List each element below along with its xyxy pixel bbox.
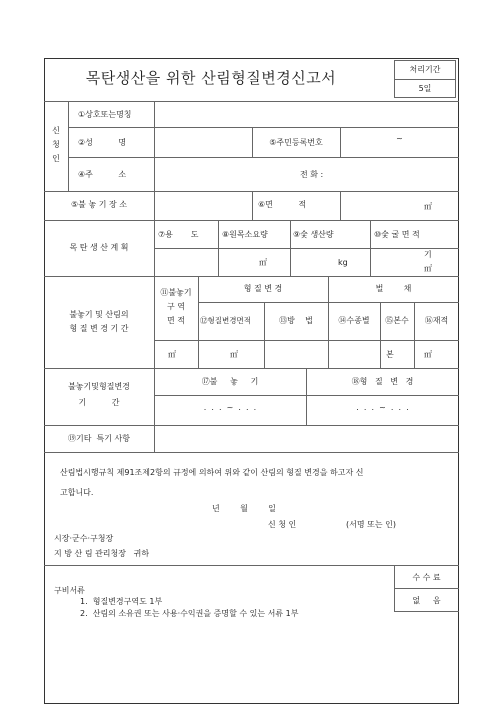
declaration-line-2: 고합니다. — [60, 488, 94, 497]
change-area-unit: ㎡ — [230, 350, 238, 359]
addressee-line-1: 시장·군수·구청장 — [54, 534, 114, 543]
volume-unit: ㎡ — [424, 350, 432, 359]
burn-zone-unit: ㎡ — [168, 350, 176, 359]
fee-value: 없 음 — [412, 596, 441, 605]
period-label-1: 불놓기및형질변경 — [68, 382, 130, 391]
raw-wood-unit: ㎡ — [259, 258, 267, 267]
burn-period-label: ⑰불 놓 기 — [201, 377, 259, 386]
name-label: ②성 명 — [78, 138, 127, 147]
docs-label: 구비서류 — [54, 586, 85, 595]
resident-no-label: ⑤주민등록번호 — [269, 138, 323, 147]
change-period-label: ⑱형 질 변 경 — [351, 377, 414, 386]
change-period-dates: . . . ~ . . . — [356, 403, 409, 412]
change-header: 형 질 변 경 — [243, 284, 283, 293]
species-label: ⑭수종별 — [338, 316, 370, 325]
count-unit: 본 — [386, 350, 394, 359]
site-label: ⑤불 놓 기 장 소 — [71, 200, 127, 209]
address-label: ④주 소 — [78, 170, 127, 179]
area-label: ⑥면 적 — [258, 200, 307, 209]
volume-label: ⑯재적 — [424, 316, 449, 325]
method-label: ⑬방 법 — [279, 316, 313, 325]
other-notes-label: ⑲기타 특기 사항 — [68, 434, 130, 443]
declaration-line-1: 산림법시행규칙 제91조제2항의 규정에 의하여 위와 같이 산림의 형질 변경을 하고자 신 — [60, 468, 364, 477]
applicant-sign: 신 청 인 — [268, 520, 297, 529]
kiln-area-unit: ㎡ — [424, 264, 432, 273]
period-label-2: 기 간 — [78, 398, 120, 407]
phone-label: 전 화 : — [300, 170, 324, 179]
burn-zone-label-3: 면 적 — [167, 316, 185, 325]
resident-no-tilde: ~ — [396, 134, 403, 143]
burn-period-dates: . . . ~ . . . — [203, 403, 257, 412]
doc-item-1: 1. 형질변경구역도 1부 — [80, 597, 163, 606]
addressee-line-2: 지 방 산 림 관리청장 귀하 — [54, 549, 150, 558]
raw-wood-label: ⑧원목소요량 — [222, 230, 268, 239]
burn-zone-label-2: 구 역 — [167, 302, 185, 311]
kiln-area-label: ⑩숯 굴 면 적 — [374, 230, 420, 239]
sign-note: (서명 또는 인) — [346, 520, 396, 529]
fee-label: 수 수 료 — [412, 573, 441, 582]
felling-header: 벌 채 — [375, 284, 412, 293]
trade-name-label: ①상호또는명칭 — [78, 110, 132, 119]
doc-item-2: 2. 산림의 소유권 또는 사용·수익권을 증명할 수 있는 서류 1부 — [80, 609, 299, 618]
kiln-count-unit: 기 — [424, 250, 432, 259]
date-line: 년 월 일 — [212, 504, 276, 513]
use-label: ⑦용 도 — [158, 230, 199, 239]
form-title: 목탄생산을 위한 산림형질변경신고서 — [85, 69, 337, 87]
applicant-label: 신 청 인 — [52, 126, 60, 163]
area-unit: ㎡ — [424, 202, 432, 211]
processing-label: 처리기간 — [409, 65, 441, 74]
plan-label: 목 탄 생 산 계 획 — [69, 243, 129, 252]
duration-label-2: 형 질 변 경 기 간 — [69, 324, 129, 333]
charcoal-unit: kg — [338, 258, 348, 267]
charcoal-label: ⑨숯 생산량 — [293, 230, 334, 239]
duration-label-1: 불놓기 및 산림의 — [69, 310, 129, 319]
burn-zone-label-1: ⑪불놓기 — [160, 288, 192, 297]
count-label: ⑮본수 — [385, 316, 409, 325]
processing-value: 5일 — [418, 84, 432, 93]
change-area-label: ⑫형질변경면적 — [200, 316, 251, 325]
